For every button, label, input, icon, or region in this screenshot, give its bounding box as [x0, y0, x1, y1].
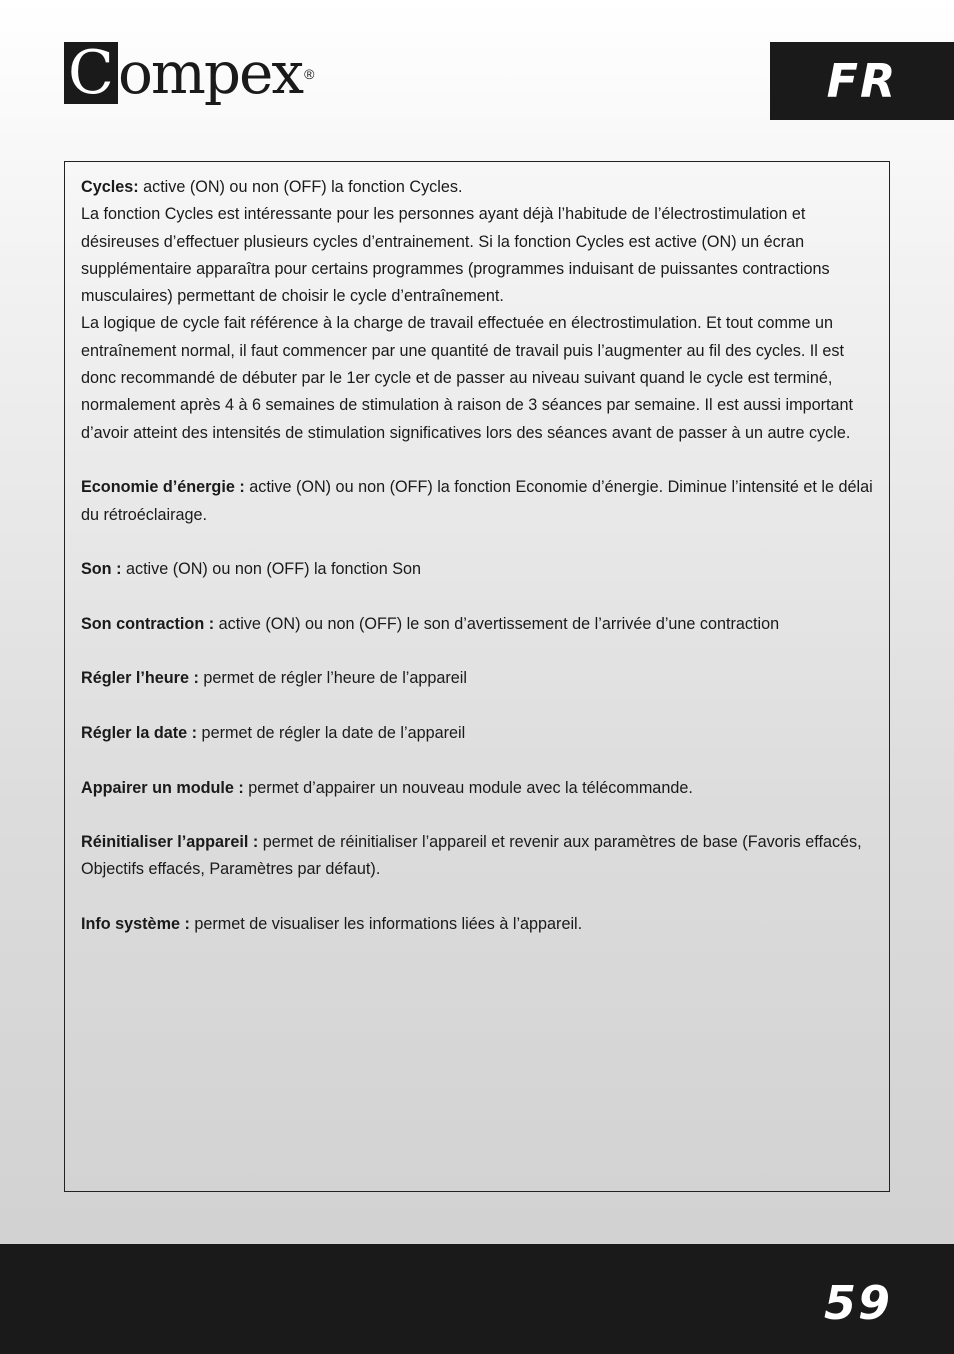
appairer-entry: [81, 775, 873, 802]
settings-description-box: [64, 161, 890, 1192]
logo-initial: C: [64, 42, 118, 104]
info-systeme-term: Info système :: [81, 915, 190, 934]
language-label: FR: [826, 54, 898, 108]
economie-entry: [81, 474, 873, 529]
son-desc: active (ON) ou non (OFF) la fonction Son: [121, 560, 422, 579]
regler-heure-term: Régler l’heure :: [81, 669, 199, 688]
language-tab: [770, 42, 954, 120]
son-entry: [81, 556, 873, 583]
reinitialiser-entry: [81, 829, 873, 884]
registered-mark: ®: [304, 66, 315, 82]
cycles-entry: [81, 174, 873, 201]
info-systeme-desc: permet de visualiser les informations liées à l’appareil.: [189, 915, 583, 934]
cycles-desc: active (ON) ou non (OFF) la fonction Cycles.: [138, 178, 463, 196]
economie-term: Economie d’énergie :: [81, 478, 245, 497]
logo-wordmark: ompex: [118, 39, 303, 107]
page-footer: [0, 1244, 954, 1354]
appairer-term: Appairer un module :: [81, 778, 244, 797]
regler-date-term: Régler la date :: [81, 723, 198, 742]
appairer-desc: permet d’appairer un nouveau module avec la télécommande.: [243, 778, 693, 797]
regler-date-entry: [81, 720, 873, 747]
economie-desc: active (ON) ou non (OFF) la fonction Economie d’énergie. Diminue l’intensité et le délai du rétroéclairage.: [81, 478, 873, 524]
compex-logo: [64, 38, 315, 108]
son-term: Son :: [81, 560, 122, 579]
son-contraction-desc: active (ON) ou non (OFF) le son d’avertissement de l’arrivée d’une contraction: [214, 614, 780, 633]
son-contraction-term: Son contraction :: [81, 614, 215, 633]
regler-heure-entry: [81, 665, 873, 692]
reinitialiser-term: Réinitialiser l’appareil :: [81, 833, 259, 852]
reinitialiser-desc: permet de réinitialiser l’appareil et revenir aux paramètres de base (Favoris effacés, Objectifs effacés, Paramètres par défaut).: [81, 833, 862, 879]
cycles-paragraph-2: La logique de cycle fait référence à la charge de travail effectuée en électrostimulation. Et tout comme un entraînement normal, il faut commencer par une quantité de travail puis l’augmenter au fil des cycles. Il est donc recommandé de débuter par le 1er cycle et de passer au niveau suivant quand le cycle est terminé, normalement après 4 à 6 semaines de stimulation à raison de 3 séances par semaine. Il est aussi important d’avoir atteint des intensités de stimulation significatives lors des séances avant de passer à un autre cycle.: [81, 314, 854, 442]
regler-heure-desc: permet de régler l’heure de l’appareil: [198, 669, 467, 688]
cycles-paragraph-1: La fonction Cycles est intéressante pour les personnes ayant déjà l’habitude de l’électrostimulation et désireuses d’effectuer plusieurs cycles d’entrainement. Si la fonction Cycles est active (ON) un écran supplémentaire apparaîtra pour certains programmes (programmes induisant de puissantes contractions musculaires) permettant de choisir le cycle d’entraînement.: [81, 205, 830, 306]
son-contraction-entry: [81, 611, 873, 638]
regler-date-desc: permet de régler la date de l’appareil: [197, 723, 466, 742]
cycles-term: Cycles:: [81, 178, 139, 196]
info-systeme-entry: [81, 911, 873, 938]
page-number: 59: [823, 1276, 892, 1330]
